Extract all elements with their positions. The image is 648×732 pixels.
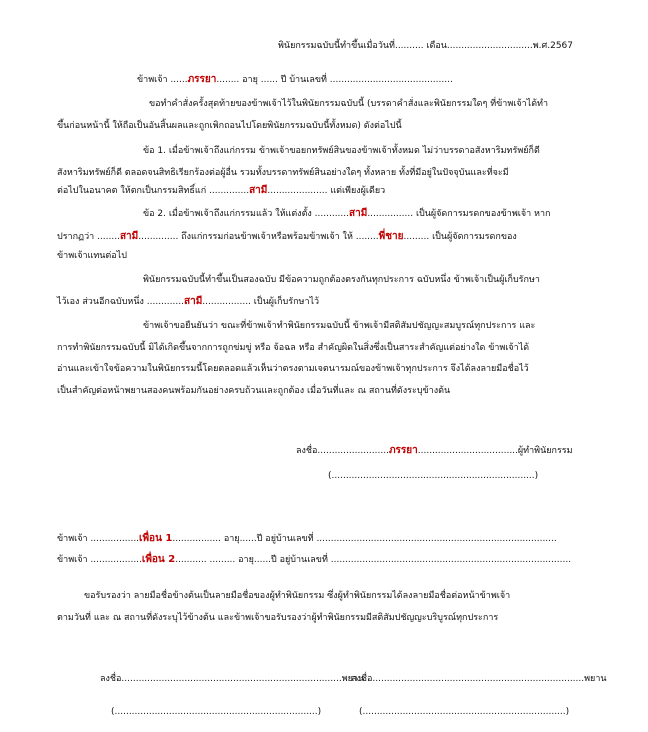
clause-1-line-3 (57, 185, 385, 197)
clause-2-executor-suffix: ................ เป็นผู้จัดการมรดกของข้าพเจ้า หาก (367, 209, 551, 219)
testator-line (137, 74, 453, 86)
affirm-line-2: การทำพินัยกรรมฉบับนี้ มิได้เกิดขึ้นจากการถูกข่มขู่ หรือ จ้อฉล หรือ สำคัญผิดในสิ่งซึ่งเป็นสาระสำคัญแต่อย่างใด ข้าพเจ้าได้ (57, 343, 530, 353)
intro-line-2: ขึ้นก่อนหน้านี้ ให้ถือเป็นอันสิ้นผลและถูกเพิกถอนไปโดยพินัยกรรมฉบับนี้ทั้งหมด) ดังต่อไปนี้ (57, 121, 402, 131)
testator-signature-name: ภรรยา (388, 445, 418, 456)
witness-1-signature-line: ลงชื่อ.............................................................................พยาน (100, 674, 365, 684)
witness-2-prefix: ข้าพเจ้า .................. (57, 555, 142, 565)
clause-2-alternate-executor: พี่ชาย (378, 231, 404, 242)
testator-signature-suffix: ...................................ผู้ทำพินัยกรรม (417, 446, 573, 456)
certify-line-2: ตามวันที่ และ ณ สถานที่ดังระบุไว้ข้างต้น และข้าพเจ้าขอรับรองว่าผู้ทำพินัยกรรมมีสติสัมปชัญญะบริบูรณ์ทุกประการ (57, 613, 499, 623)
affirm-line-3: อ่านและเข้าใจข้อความในพินัยกรรมนี้โดยตลอดแล้วเห็นว่าตรงตามเจตนารมณ์ของข้าพเจ้าทุกประการ จึงได้ลงลายมือชื่อไว้ (57, 364, 529, 374)
clause-2-line-2 (57, 231, 517, 243)
clause-1-line-2: สังหาริมทรัพย์ก็ดี ตลอดจนสิทธิเรียกร้องต่อผู้อื่น รวมทั้งบรรดาทรัพย์สินอย่างใดๆ ทั้งหลาย ทั้งที่มีอยู่ในปัจจุบันและที่จะมี (57, 168, 509, 178)
witness-2-line (57, 554, 571, 566)
copies-keeper-prefix: ไว้เอง ส่วนอีกฉบับหนึ่ง ............. (57, 297, 184, 307)
clause-2-executor: สามี (349, 208, 368, 219)
copies-keeper: สามี (183, 296, 203, 307)
intro-line-1: ขอทำคำสั่งครั้งสุดท้ายของข้าพเจ้าไว้ในพินัยกรรมฉบับนี้ (บรรดาคำสั่งและพินัยกรรมใดๆ ที่ข้าพเจ้าได้ทำ (149, 99, 549, 109)
clause-2-executor-prefix: ข้อ 2. เมื่อข้าพเจ้าถึงแก่กรรมแล้ว ให้แต่งตั้ง ............ (143, 209, 349, 219)
witness-2-printed-name: (.......................................................................) (359, 707, 570, 717)
clause-2-part-b: .............. ถึงแก่กรรมก่อนข้าพเจ้าหรือพร้อมข้าพเจ้า ให้ ........ (138, 232, 379, 242)
testator-suffix: ........ อายุ ...... ปี บ้านเลขที่ ........................................... (216, 75, 453, 85)
clause-2-part-c: ......... เป็นผู้จัดการมรดกของ (403, 232, 517, 242)
will-date-line: พินัยกรรมฉบับนี้ทำขึ้นเมื่อวันที่.......... เดือน..............................พ.ศ.2567 (278, 41, 574, 51)
clause-2-line-1 (143, 208, 550, 220)
certify-line-1: ขอรับรองว่า ลายมือชื่อข้างต้นเป็นลายมือชื่อของผู้ทำพินัยกรรม ซึ่งผู้ทำพินัยกรรมได้ลงลายมือชื่อต่อหน้าข้าพเจ้า (84, 591, 511, 601)
clause-1-line-1: ข้อ 1. เมื่อข้าพเจ้าถึงแก่กรรม ข้าพเจ้าขอยกทรัพย์สินของข้าพเจ้าทั้งหมด ไม่ว่าบรรดาอสังหาริมทรัพย์ก็ดี (143, 146, 540, 156)
affirm-line-1: ข้าพเจ้าขอยืนยันว่า ขณะที่ข้าพเจ้าทำพินัยกรรมฉบับนี้ ข้าพเจ้ามีสติสัมปชัญญะสมบูรณ์ทุกประการ และ (143, 321, 536, 331)
testator-signature-prefix: ลงชื่อ......................... (296, 446, 389, 456)
testator-printed-name: (.......................................................................) (328, 471, 539, 481)
clause-1-heir: สามี (249, 185, 268, 196)
witness-2-signature-line: ลงชื่อ..........................................................................พยาน (351, 674, 607, 684)
witness-1-name: เพื่อน 1 (139, 533, 173, 544)
clause-2-line-3: ข้าพเจ้าแทนต่อไป (57, 251, 127, 261)
copies-keeper-suffix: ................. เป็นผู้เก็บรักษาไว้ (202, 297, 320, 307)
witness-1-printed-name: (.......................................................................) (111, 707, 322, 717)
witness-1-suffix: ................. อายุ......ปี อยู่บ้านเลขที่ .................................................................................... (172, 534, 557, 544)
testator-signature-line (296, 445, 573, 457)
witness-1-prefix: ข้าพเจ้า ................. (57, 534, 140, 544)
witness-1-line (57, 533, 557, 545)
clause-1-heir-suffix: ..................... แต่เพียงผู้เดียว (267, 186, 386, 196)
copies-line-2 (57, 296, 319, 308)
clause-2-executor-repeat: สามี (119, 231, 139, 242)
clause-1-heir-prefix: ต่อไปในอนาคต ให้ตกเป็นกรรมสิทธิ์แก่ .............. (57, 186, 250, 196)
witness-2-name: เพื่อน 2 (141, 554, 176, 565)
affirm-line-4: เป็นสำคัญต่อหน้าพยานสองคนพร้อมกันอย่างครบถ้วนและถูกต้อง เมื่อวันที่และ ณ สถานที่ดังระบุข้างต้น (57, 386, 451, 396)
clause-2-part-a: ปรากฏว่า ........ (57, 232, 120, 242)
testator-prefix: ข้าพเจ้า ...... (137, 75, 188, 85)
copies-line-1: พินัยกรรมฉบับนี้ทำขึ้นเป็นสองฉบับ มีข้อความถูกต้องตรงกันทุกประการ ฉบับหนึ่ง ข้าพเจ้าเป็นผู้เก็บรักษา (143, 275, 540, 285)
witness-2-suffix: ........... ......... อายุ......ปี อยู่บ้านเลขที่ .................................................................................... (175, 555, 572, 565)
testator-name: ภรรยา (187, 74, 217, 85)
